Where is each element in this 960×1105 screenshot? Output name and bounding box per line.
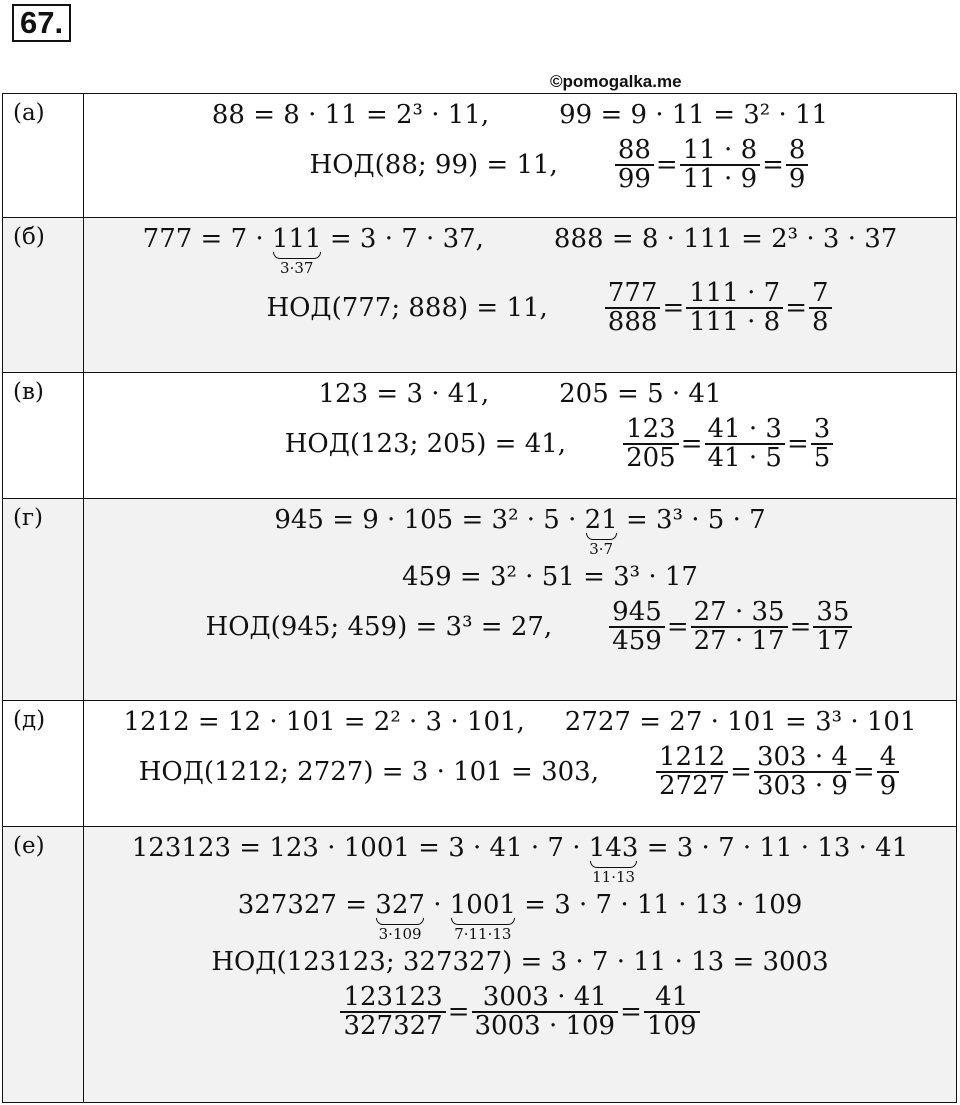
row-v xyxy=(3,373,957,499)
row-label: (е) xyxy=(3,827,84,1103)
gcd-line: НОД(1212; 2727) = 3 · 101 = 303, $\frac{1212}{2727}$ = $\frac{303 \cdot 4}{303 \cdot 9}$ = $\frac{4}{9}$ xyxy=(84,741,956,804)
row-label: (д) xyxy=(3,701,84,827)
gcd: НОД(945; 459) = 3³ = 27, xyxy=(205,612,553,643)
gcd-line: НОД(777; 888) = 11, $\frac{777}{888}$ = $\frac{111 \cdot 7}{111 \cdot 8}$ = $\frac{7}{8}$ xyxy=(84,277,956,340)
fraction-result: $\frac{35}{17}$ xyxy=(813,599,852,656)
gcd: НОД(777; 888) = 11, xyxy=(266,293,548,324)
row-d xyxy=(3,701,957,827)
fraction: $\frac{123}{205}$ xyxy=(623,416,679,473)
gcd: НОД(123123; 327327) = 3 · 7 · 11 · 13 = 3003 xyxy=(211,947,829,977)
factor-line: 327327 = 327 3·109 · 1001 7·11·13 = 3 · 7 · 11 · 13 · 109 xyxy=(84,886,956,943)
factor-line: 777 = 7 · 111 3·37 = 3 · 7 · 37, 888 = 8 · 111 = 2³ · 3 · 37 xyxy=(84,220,956,277)
fraction: $\frac{303 \cdot 4}{303 \cdot 9}$ xyxy=(754,744,851,801)
gcd-line xyxy=(84,943,956,981)
factor-88: 88 = 8 · 11 = 2³ · 11, xyxy=(211,100,490,130)
fraction: $\frac{3003 \cdot 41}{3003 \cdot 109}$ xyxy=(472,984,619,1041)
underbrace: 21 3·7 xyxy=(584,505,618,558)
factor-99: 99 = 9 · 11 = 3² · 11 xyxy=(559,100,829,130)
row-b xyxy=(3,218,957,373)
factor-line: 945 = 9 · 105 = 3² · 5 · 21 3·7 = 3³ · 5 · 7 xyxy=(84,501,956,558)
fraction: $\frac{27 \cdot 35}{27 \cdot 17}$ xyxy=(691,599,788,656)
fraction-result: $\frac{3}{5}$ xyxy=(811,416,834,473)
row-label: (г) xyxy=(3,499,84,701)
fraction-result: $\frac{7}{8}$ xyxy=(809,280,832,337)
fraction: $\frac{123123}{327327}$ xyxy=(340,984,445,1041)
fraction: $\frac{11 \cdot 8}{11 \cdot 9}$ xyxy=(680,137,760,194)
underbrace: 327 3·109 xyxy=(375,890,425,943)
fraction: $\frac{777}{888}$ xyxy=(605,280,661,337)
row-label: (а) xyxy=(3,94,84,218)
gcd: НОД(1212; 2727) = 3 · 101 = 303, xyxy=(138,757,599,788)
gcd-line: НОД(88; 99) = 11, $\frac{88}{99}$ = $\frac{11 \cdot 8}{11 \cdot 9}$ = $\frac{8}{9}$ xyxy=(84,134,956,197)
fraction-line: $\frac{123123}{327327}$ = $\frac{3003 \cdot 41}{3003 \cdot 109}$ = $\frac{41}{109}$ xyxy=(84,981,956,1044)
fraction: $\frac{945}{459}$ xyxy=(609,599,665,656)
fraction: $\frac{41 \cdot 3}{41 \cdot 5}$ xyxy=(705,416,785,473)
factor-line xyxy=(84,96,956,134)
row-label: (б) xyxy=(3,218,84,373)
factor-line: 123123 = 123 · 1001 = 3 · 41 · 7 · 143 11·13 = 3 · 7 · 11 · 13 · 41 xyxy=(84,829,956,886)
fraction: $\frac{1212}{2727}$ xyxy=(656,744,728,801)
fraction-result: $\frac{4}{9}$ xyxy=(877,744,900,801)
row-a xyxy=(3,94,957,218)
fraction: $\frac{88}{99}$ xyxy=(615,137,654,194)
task-number: 67. xyxy=(12,4,71,42)
factor-line: 123 = 3 · 41, 205 = 5 · 41 xyxy=(318,379,722,409)
row-g xyxy=(3,499,957,701)
solution-table xyxy=(2,93,957,1103)
underbrace: 111 3·37 xyxy=(271,224,322,277)
gcd: НОД(123; 205) = 41, xyxy=(284,429,567,460)
gcd-line: НОД(945; 459) = 3³ = 27, $\frac{945}{459}$ = $\frac{27 \cdot 35}{27 \cdot 17}$ = $\frac{35}{17}$ xyxy=(84,596,956,659)
gcd: НОД(88; 99) = 11, xyxy=(309,150,558,181)
fraction-result: $\frac{41}{109}$ xyxy=(644,984,700,1041)
row-e xyxy=(3,827,957,1103)
fraction: $\frac{111 \cdot 7}{111 \cdot 8}$ xyxy=(686,280,783,337)
underbrace: 143 11·13 xyxy=(588,833,639,886)
watermark: ©pomogalka.me xyxy=(550,72,682,91)
gcd-line: НОД(123; 205) = 41, $\frac{123}{205}$ = $\frac{41 \cdot 3}{41 \cdot 5}$ = $\frac{3}{5}$ xyxy=(84,413,956,476)
fraction-result: $\frac{8}{9}$ xyxy=(786,137,809,194)
factor-888: 888 = 8 · 111 = 2³ · 3 · 37 xyxy=(553,224,898,254)
underbrace: 1001 7·11·13 xyxy=(449,890,516,943)
factor-line: 459 = 3² · 51 = 3³ · 17 xyxy=(402,562,698,592)
row-label: (в) xyxy=(3,373,84,499)
factor-line: 1212 = 12 · 101 = 2² · 3 · 101, 2727 = 27 · 101 = 3³ · 101 xyxy=(123,707,917,737)
